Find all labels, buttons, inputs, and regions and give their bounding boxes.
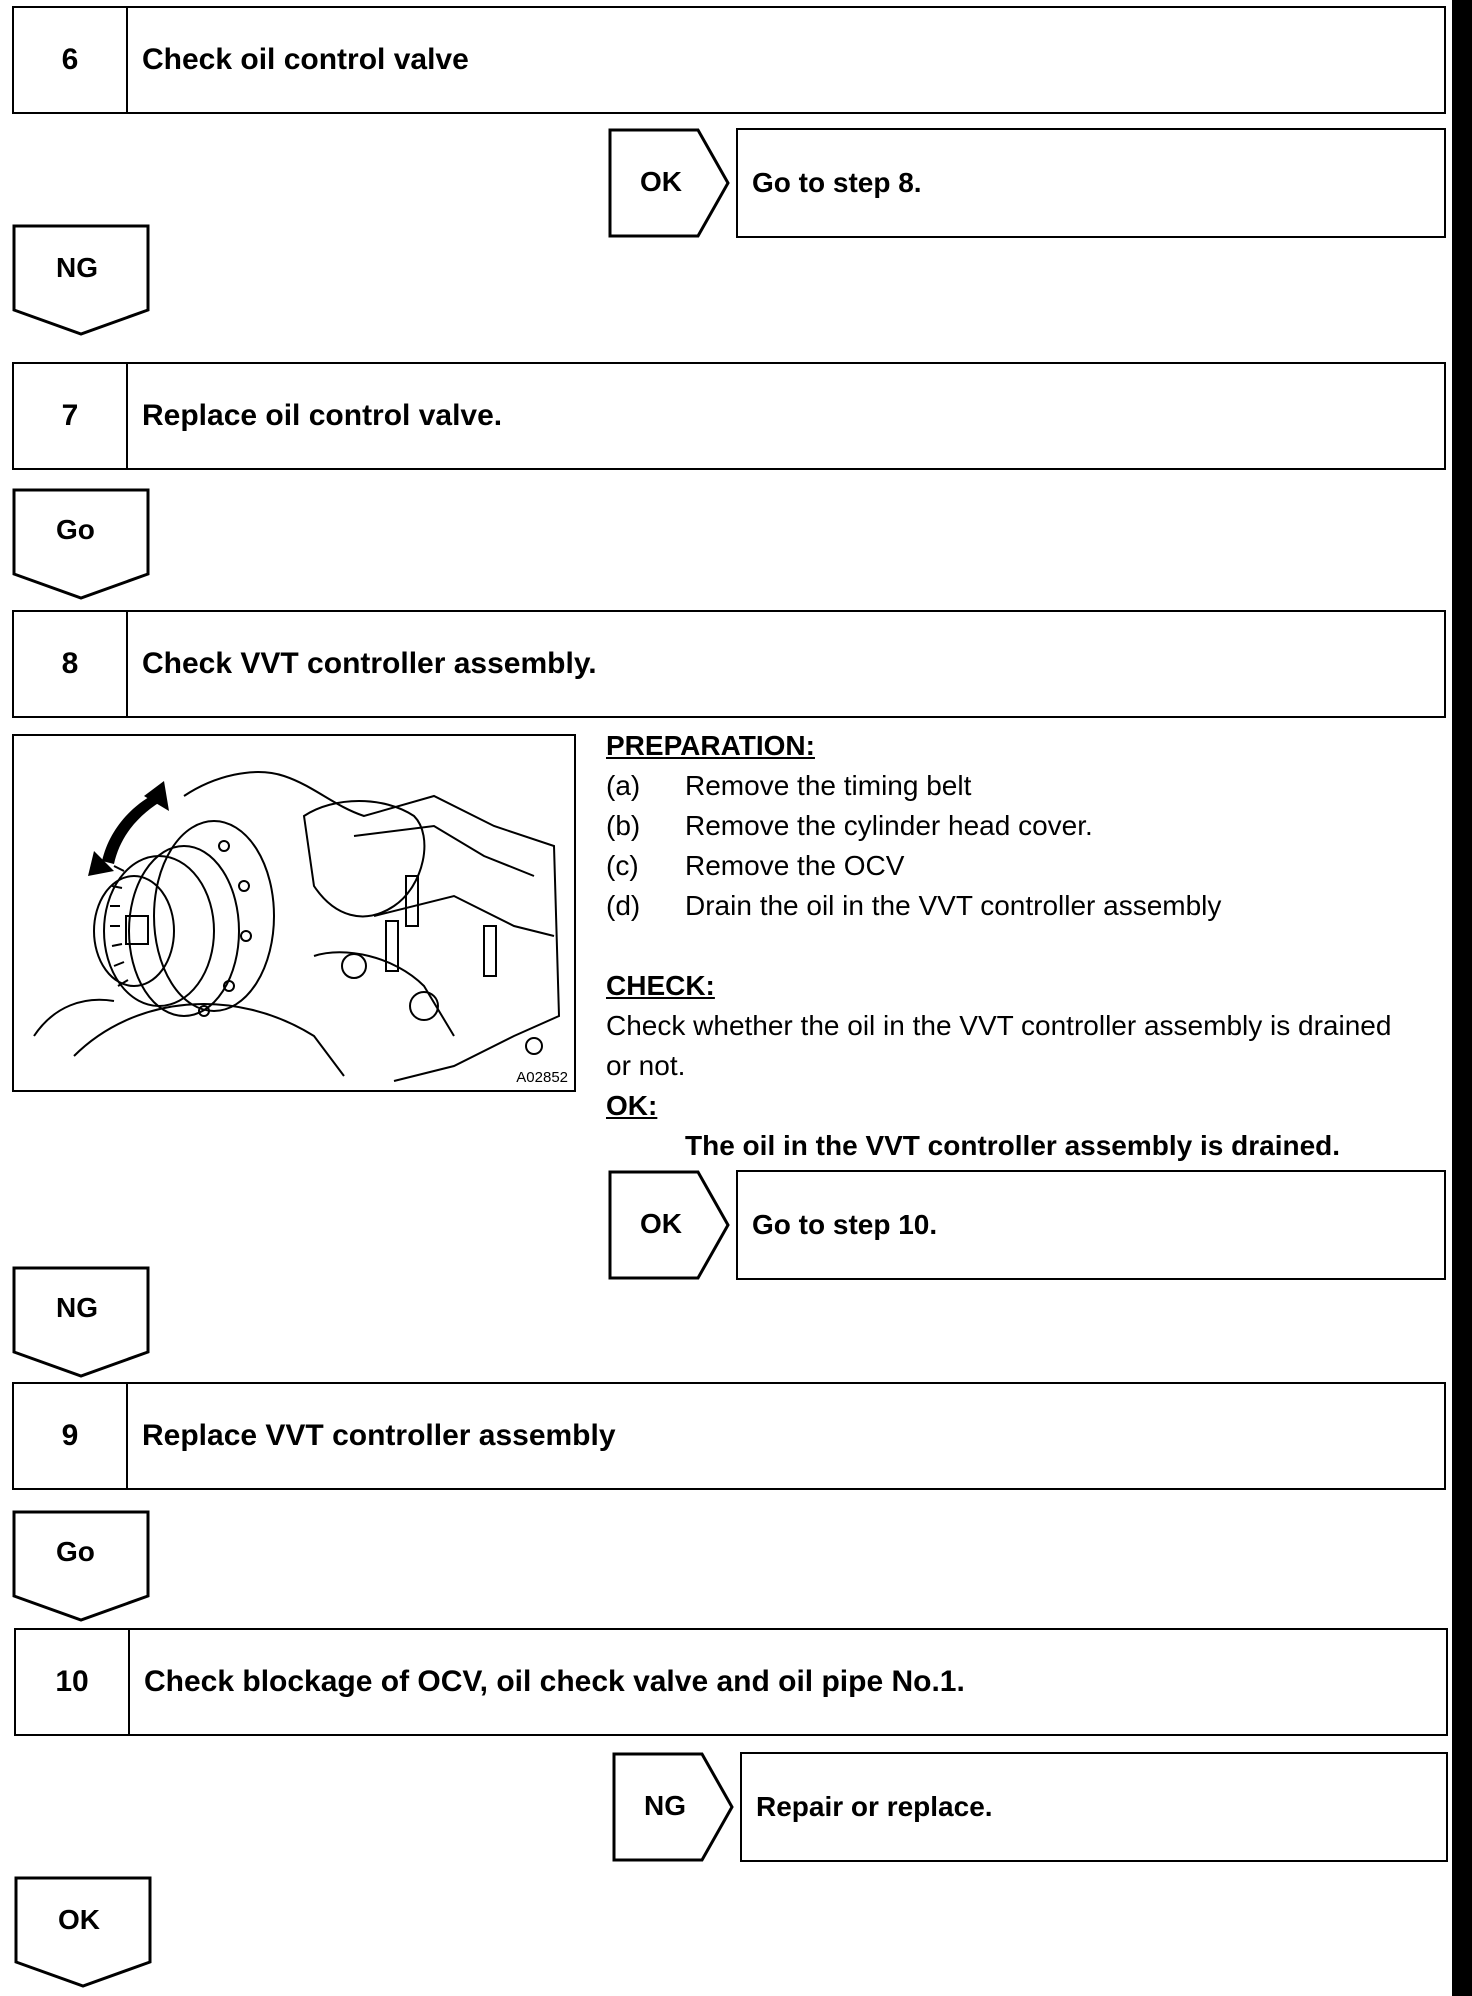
step-number: 10 — [16, 1630, 130, 1734]
branch-label-ng: NG — [56, 1292, 98, 1323]
step-7-box — [12, 362, 1446, 470]
result-box-go-to-step-10: Go to step 10. — [736, 1170, 1446, 1280]
branch-label-ok: OK — [58, 1904, 100, 1935]
ok-heading: OK: — [606, 1090, 658, 1121]
prep-item: Remove the OCV — [685, 850, 905, 881]
step-6-box — [12, 6, 1446, 114]
result-box-repair-or-replace: Repair or replace. — [740, 1752, 1448, 1862]
step-number: 6 — [14, 8, 128, 112]
prep-marker: (c) — [606, 850, 639, 881]
page-edge-bar — [1452, 0, 1472, 1996]
branch-label-go: Go — [56, 514, 95, 545]
branch-label-ng: NG — [56, 252, 98, 283]
check-text: or not. — [606, 1050, 686, 1081]
prep-item: Remove the timing belt — [685, 770, 972, 801]
prep-item: Remove the cylinder head cover. — [685, 810, 1093, 841]
step-title: Check oil control valve — [142, 43, 469, 76]
prep-marker: (a) — [606, 770, 641, 801]
step-title: Replace VVT controller assembly — [142, 1419, 616, 1452]
step-9-box — [12, 1382, 1446, 1490]
figure-code: A02852 — [516, 1069, 568, 1086]
step-10-box — [14, 1628, 1448, 1736]
preparation-heading: PREPARATION: — [606, 730, 815, 761]
step-number: 8 — [14, 612, 128, 716]
step-8-box — [12, 610, 1446, 718]
prep-marker: (b) — [606, 810, 641, 841]
branch-label-ok: OK — [640, 166, 682, 197]
step-title: Replace oil control valve. — [142, 399, 503, 432]
ok-criteria: The oil in the VVT controller assembly is drained. — [685, 1130, 1341, 1161]
step-title: Check blockage of OCV, oil check valve and oil pipe No.1. — [144, 1665, 965, 1698]
prep-marker: (d) — [606, 890, 641, 921]
check-text: Check whether the oil in the VVT controller assembly is drained — [606, 1010, 1392, 1041]
step-number: 9 — [14, 1384, 128, 1488]
branch-label-ng: NG — [644, 1790, 686, 1821]
result-box-go-to-step-8: Go to step 8. — [736, 128, 1446, 238]
branch-label-go: Go — [56, 1536, 95, 1567]
step-number: 7 — [14, 364, 128, 468]
prep-item: Drain the oil in the VVT controller assembly — [685, 890, 1222, 921]
vvt-controller-figure — [12, 734, 576, 1092]
vvt-controller-illustration — [14, 736, 574, 1090]
branch-label-ok: OK — [640, 1208, 682, 1239]
step-title: Check VVT controller assembly. — [142, 647, 597, 680]
check-heading: CHECK: — [606, 970, 715, 1001]
